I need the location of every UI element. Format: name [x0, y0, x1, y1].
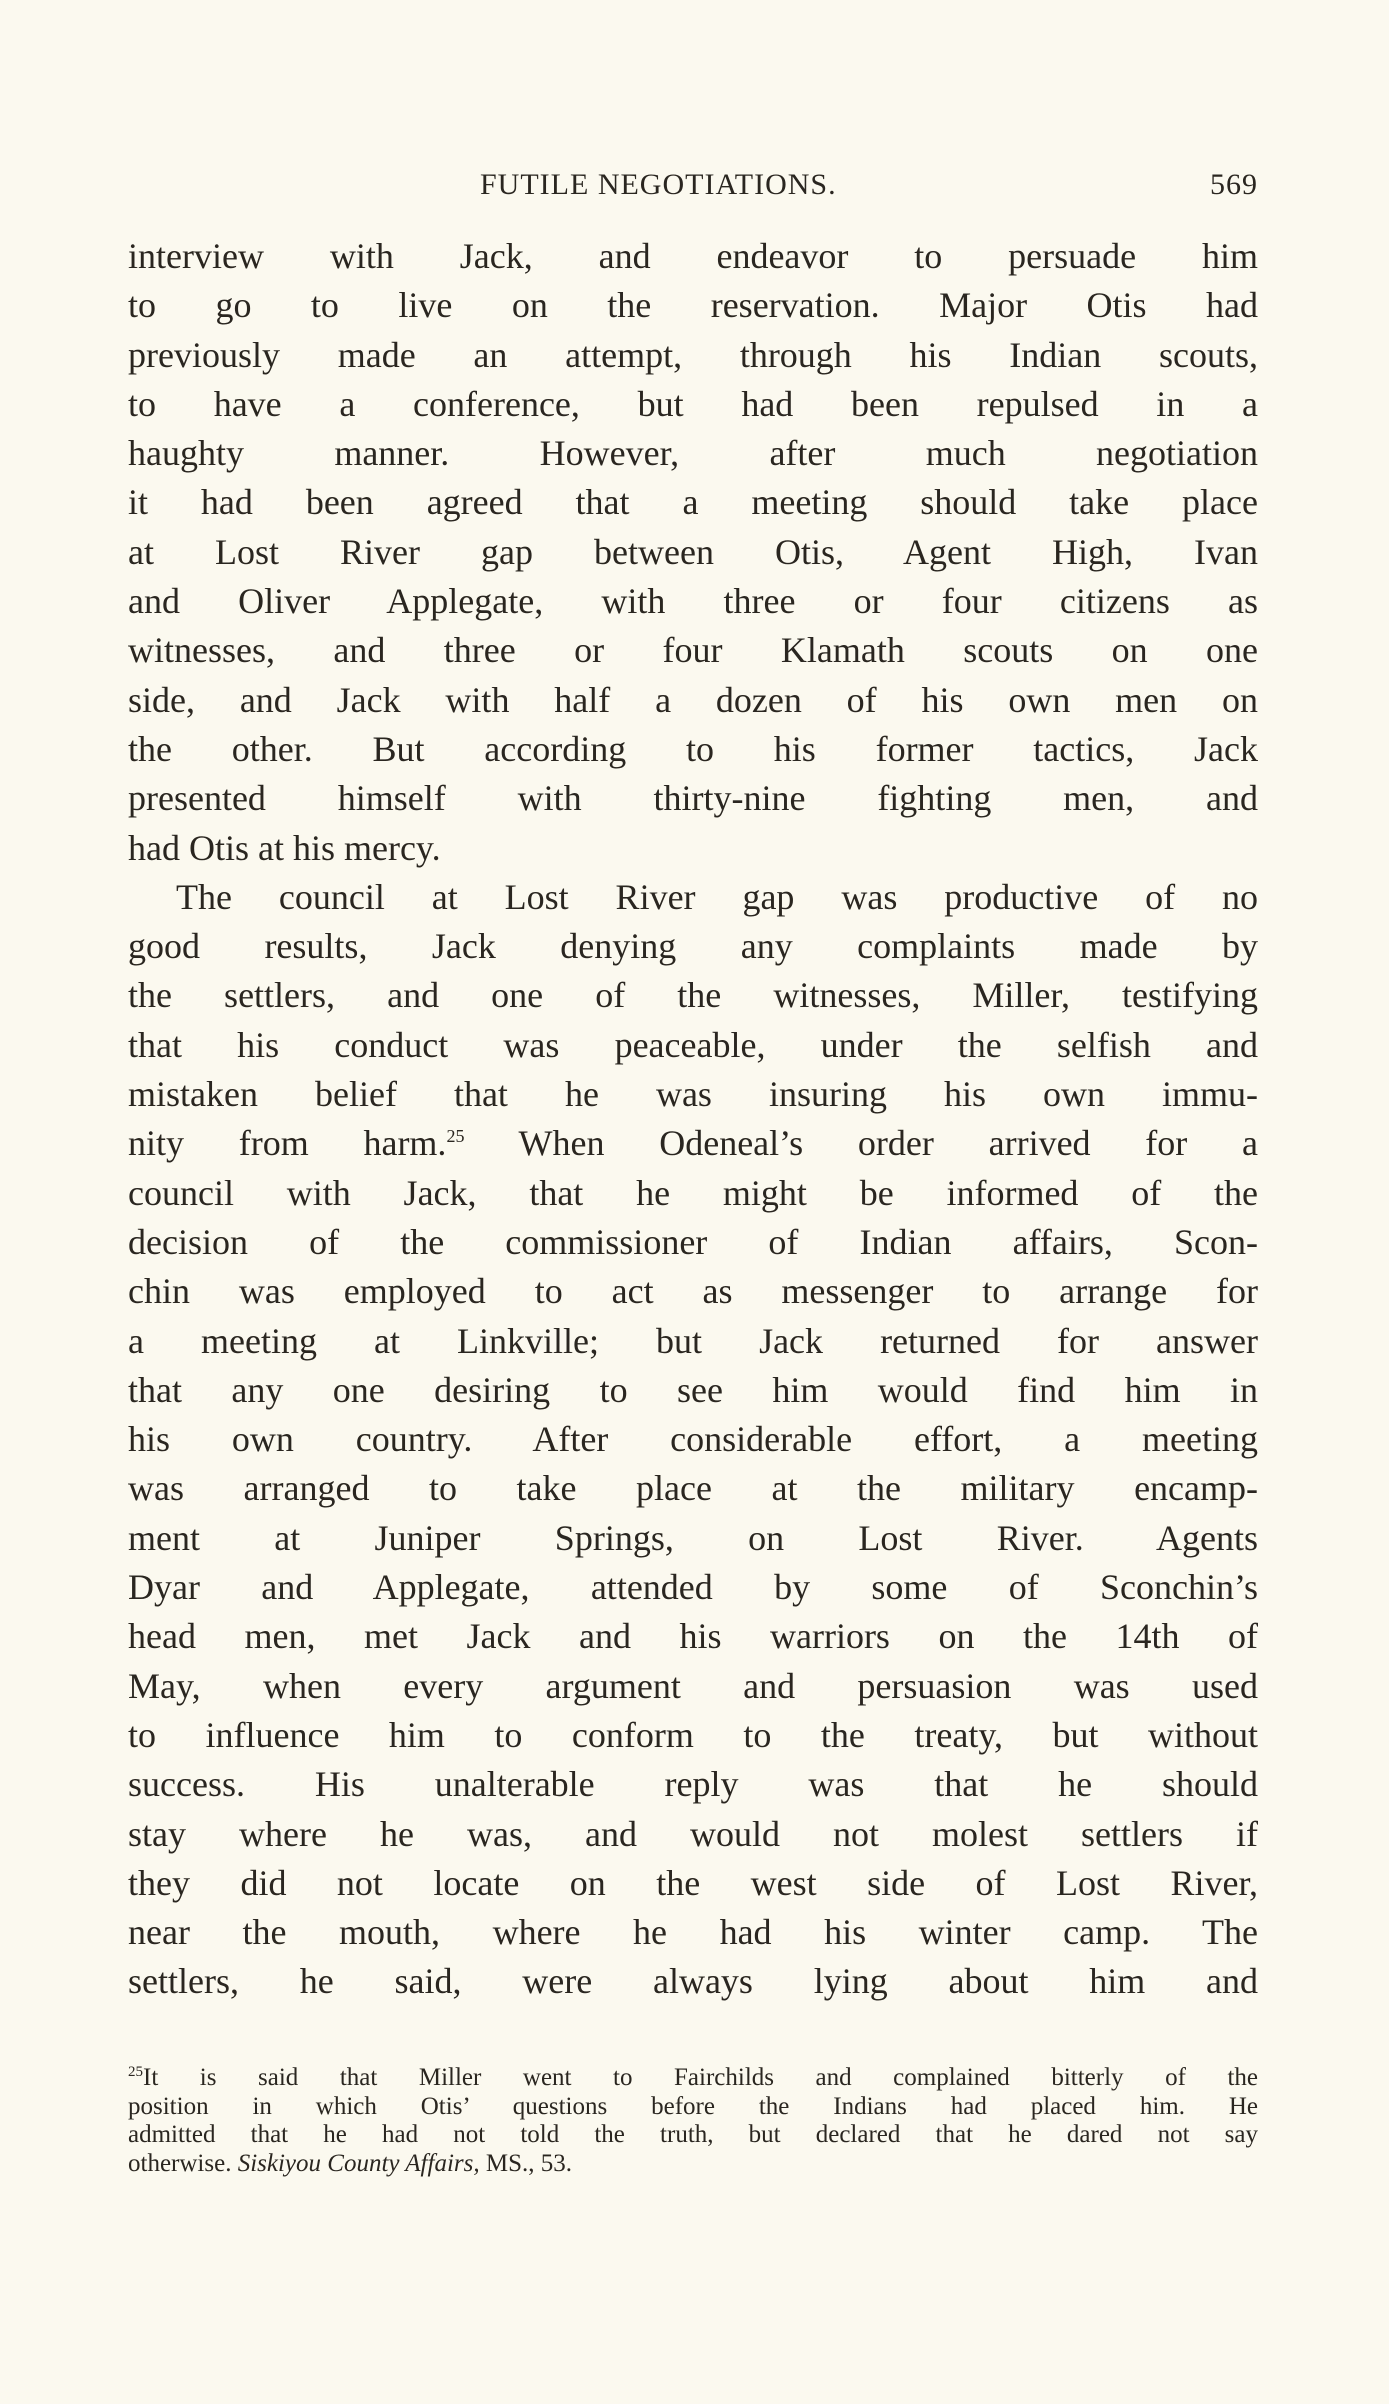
- running-head: [128, 168, 1258, 208]
- text-segment: nity from harm.: [128, 1123, 447, 1164]
- body-text: [128, 232, 1258, 2007]
- citation-detail: MS., 53.: [485, 2149, 572, 2177]
- text-line: the settlers, and one of the witnesses, Miller, testifying: [128, 975, 1258, 1016]
- text-line: was arranged to take place at the military encamp-: [128, 1468, 1258, 1509]
- footnote-line: [128, 2150, 1258, 2179]
- text-line: to have a conference, but had been repulsed in a: [128, 383, 1258, 424]
- paragraph-start-line: The council at Lost River gap was productive of no: [176, 876, 1258, 917]
- footnote-marker: 25: [128, 2064, 143, 2080]
- footnote-text: It is said that Miller went to Fairchilds and complained bitterly of the: [143, 2064, 1258, 2091]
- text-line: council with Jack, that he might be informed of the: [128, 1172, 1258, 1213]
- footnote-line: position in which Otis’ questions before the Indians had placed him. He: [128, 2092, 1258, 2120]
- citation-title: Siskiyou County Affairs,: [237, 2149, 480, 2177]
- text-line: side, and Jack with half a dozen of his own men on: [128, 679, 1258, 720]
- text-line: witnesses, and three or four Klamath scouts on one: [128, 630, 1258, 671]
- text-line-with-note: [128, 1119, 1258, 1168]
- text-line: settlers, he said, were always lying about him and: [128, 1961, 1258, 2002]
- text-line: his own country. After considerable effort, a meeting: [128, 1419, 1258, 1460]
- text-line: and Oliver Applegate, with three or four citizens as: [128, 581, 1258, 622]
- text-segment: When Odeneal’s order arrived for a: [518, 1123, 1258, 1164]
- text-line: May, when every argument and persuasion was used: [128, 1665, 1258, 1706]
- footnote-line: admitted that he had not told the truth, but declared that he dared not say: [128, 2121, 1258, 2149]
- text-line: at Lost River gap between Otis, Agent High, Ivan: [128, 531, 1258, 572]
- text-line: they did not locate on the west side of Lost River,: [128, 1862, 1258, 1903]
- text-line: it had been agreed that a meeting should take place: [128, 482, 1258, 523]
- footnote: [128, 2064, 1258, 2178]
- text-line: presented himself with thirty-nine fighting men, and: [128, 778, 1258, 819]
- text-line: stay where he was, and would not molest settlers if: [128, 1813, 1258, 1854]
- text-line: decision of the commissioner of Indian affairs, Scon-: [128, 1221, 1258, 1262]
- running-title: FUTILE NEGOTIATIONS.: [480, 168, 837, 201]
- text-line: that his conduct was peaceable, under the selfish and: [128, 1024, 1258, 1065]
- text-line: had Otis at his mercy.: [128, 827, 441, 868]
- text-line: that any one desiring to see him would find him in: [128, 1369, 1258, 1410]
- page-number: 569: [1210, 168, 1258, 201]
- text-line: mistaken belief that he was insuring his own immu-: [128, 1074, 1258, 1115]
- text-line: Dyar and Applegate, attended by some of Sconchin’s: [128, 1567, 1258, 1608]
- footnote-reference: 25: [446, 1126, 465, 1147]
- text-line: to influence him to conform to the treaty, but without: [128, 1714, 1258, 1755]
- text-line: haughty manner. However, after much negotiation: [128, 433, 1258, 474]
- text-line: to go to live on the reservation. Major Otis had: [128, 285, 1258, 326]
- text-line: a meeting at Linkville; but Jack returned for answer: [128, 1320, 1258, 1361]
- text-line: near the mouth, where he had his winter camp. The: [128, 1912, 1258, 1953]
- text-line: ment at Juniper Springs, on Lost River. Agents: [128, 1517, 1258, 1558]
- text-line: good results, Jack denying any complaints made by: [128, 926, 1258, 967]
- text-line: head men, met Jack and his warriors on the 14th of: [128, 1616, 1258, 1657]
- text-line: chin was employed to act as messenger to arrange for: [128, 1271, 1258, 1312]
- footnote-text: otherwise.: [128, 2149, 232, 2177]
- text-line: success. His unalterable reply was that he should: [128, 1764, 1258, 1805]
- text-line: interview with Jack, and endeavor to persuade him: [128, 236, 1258, 276]
- footnote-line: [128, 2064, 1258, 2093]
- text-line: the other. But according to his former tactics, Jack: [128, 728, 1258, 769]
- text-line: previously made an attempt, through his Indian scouts,: [128, 334, 1258, 375]
